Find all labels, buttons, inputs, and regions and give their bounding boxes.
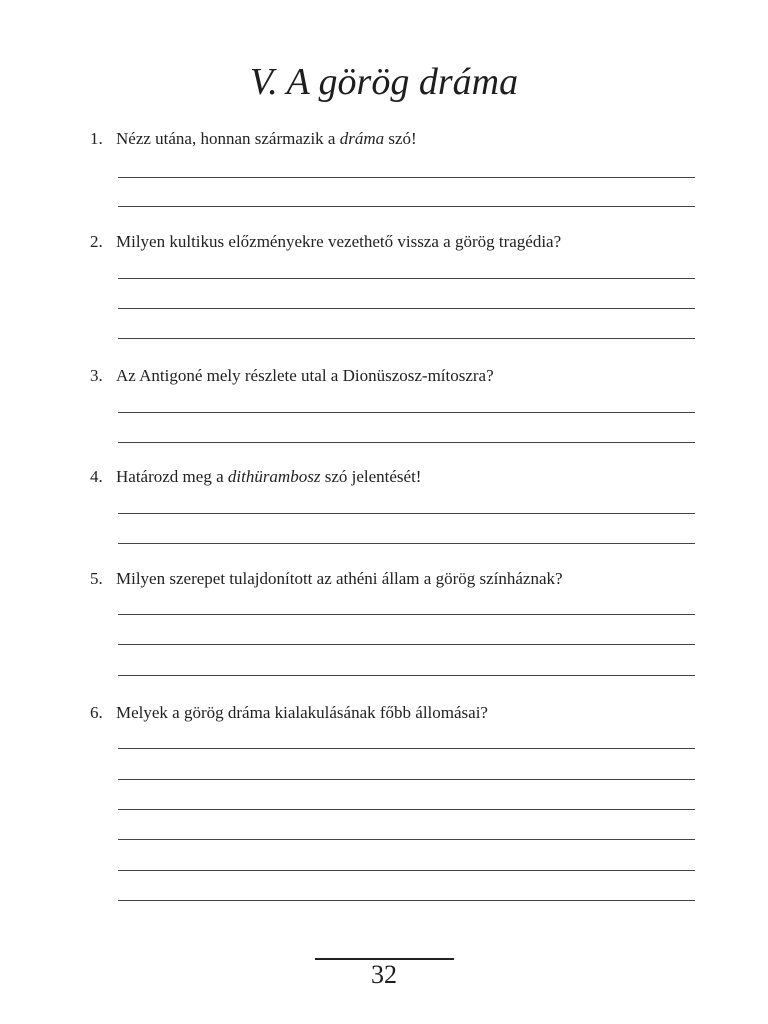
question-2 — [90, 231, 696, 253]
answer-line[interactable] — [118, 779, 695, 780]
question-number: 4. — [90, 467, 103, 486]
answer-line[interactable] — [118, 839, 695, 840]
question-5 — [90, 568, 696, 590]
question-text: 4. Határozd meg a dithürambosz szó jelentését! — [90, 467, 422, 486]
question-text: 3. Az Antigoné mely részlete utal a Dionüszosz-mítoszra? — [90, 366, 494, 385]
italic-term: dráma — [339, 129, 385, 148]
answer-line[interactable] — [118, 543, 695, 544]
question-text: 6. Melyek a görög dráma kialakulásának főbb állomásai? — [90, 703, 488, 722]
answer-line[interactable] — [118, 748, 695, 749]
question-text: 5. Milyen szerepet tulajdonított az athéni állam a görög színháznak? — [90, 569, 563, 588]
question-number: 2. — [90, 232, 103, 251]
question-text: 2. Milyen kultikus előzményekre vezethető vissza a görög tragédia? — [90, 232, 562, 251]
page-number: 32 — [371, 960, 397, 989]
answer-line[interactable] — [118, 338, 695, 339]
question-4 — [90, 466, 696, 488]
question-6 — [90, 702, 696, 724]
answer-line[interactable] — [118, 900, 695, 901]
answer-line[interactable] — [118, 278, 695, 279]
answer-line[interactable] — [118, 177, 695, 178]
answer-line[interactable] — [118, 870, 695, 871]
question-number: 3. — [90, 366, 103, 385]
page-title: V. A görög dráma — [249, 61, 519, 103]
italic-term: dithürambosz — [227, 467, 321, 486]
question-1 — [90, 128, 696, 150]
answer-line[interactable] — [118, 513, 695, 514]
question-number: 1. — [90, 129, 103, 148]
answer-line[interactable] — [118, 614, 695, 615]
answer-line[interactable] — [118, 206, 695, 207]
answer-line[interactable] — [118, 644, 695, 645]
answer-line[interactable] — [118, 442, 695, 443]
answer-line[interactable] — [118, 308, 695, 309]
answer-line[interactable] — [118, 412, 695, 413]
question-number: 6. — [90, 703, 103, 722]
question-number: 5. — [90, 569, 103, 588]
question-text: 1. Nézz utána, honnan származik a dráma szó! — [90, 129, 417, 148]
answer-line[interactable] — [118, 675, 695, 676]
answer-line[interactable] — [118, 809, 695, 810]
question-3 — [90, 365, 696, 387]
